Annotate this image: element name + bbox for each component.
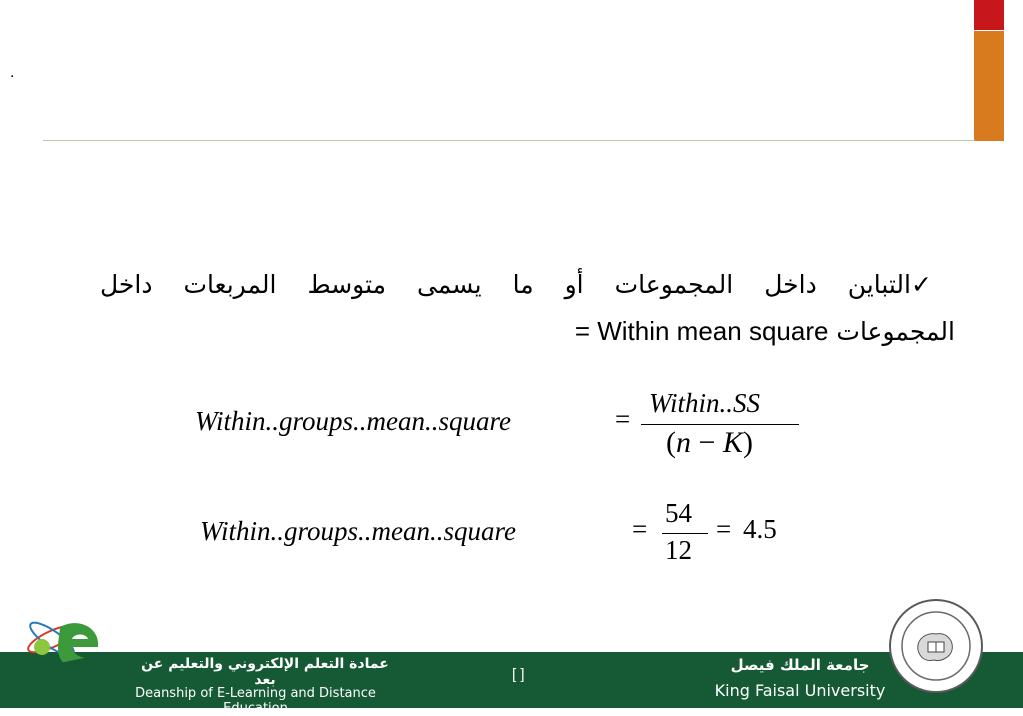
king-faisal-university-seal-icon: [888, 598, 984, 694]
header-divider: [43, 140, 975, 141]
checkmark-icon: ✓: [910, 270, 955, 299]
bullet-line-1-text: التباين داخل المجموعات أو ما يسمى متوسط المربعات داخل: [100, 270, 911, 299]
bullet-line-2: [100, 308, 955, 355]
equation-2-lhs: Within..groups..mean..square: [200, 516, 516, 546]
accent-block-red: [974, 0, 1004, 30]
equation-1-equals: =: [615, 404, 631, 434]
bullet-line-2-english: = Within mean square: [574, 316, 829, 346]
equation-2-result: 4.5: [743, 514, 777, 544]
equation-1-lhs: Within..groups..mean..square: [195, 406, 511, 436]
footer-deanship-arabic: عمادة التعلم الإلكتروني والتعليم عن بعد: [141, 656, 389, 688]
equation-2-equals-2: =: [716, 514, 732, 544]
e-learning-logo-icon: [20, 605, 110, 697]
bullet-line-1: [100, 262, 955, 308]
equation-1-numerator: Within..SS: [649, 388, 761, 418]
footer-university-arabic: جامعة الملك فيصل: [730, 656, 870, 674]
accent-block-orange: [974, 31, 1004, 141]
footer-deanship-english: Deanship of E-Learning and Distance Education: [135, 686, 376, 716]
equation-1-denominator: (n − K): [666, 426, 753, 459]
equation-2-denominator: 12: [665, 535, 692, 565]
equation-2-equals: =: [632, 514, 648, 544]
equation-1-fraction: [641, 388, 799, 468]
equation-2-numerator: 54: [665, 498, 692, 528]
equation-2-fraction: [662, 498, 708, 568]
bullet-line-2-arabic: المجموعات: [836, 317, 955, 346]
footer-university-english: King Faisal University: [714, 681, 886, 700]
footer-page-marker: [ ]: [512, 666, 525, 683]
bullet-text: [100, 262, 955, 355]
header-dot: .: [10, 64, 15, 81]
